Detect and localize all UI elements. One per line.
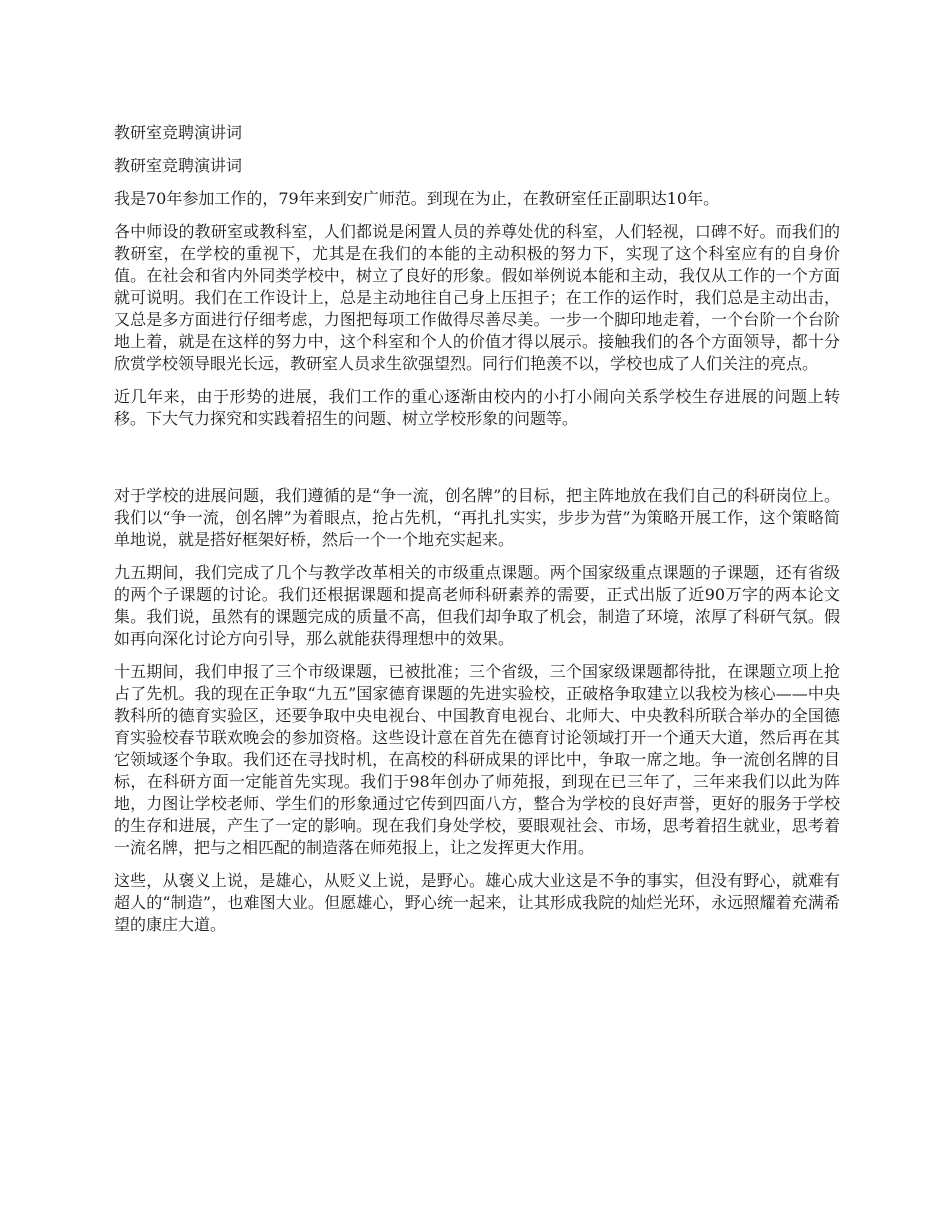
paragraph-office-value: 各中师设的教研室或教科室，人们都说是闲置人员的养尊处优的科室，人们轻视，口碑不好。而我们的教研室，在学校的重视下，尤其是在我们的本能的主动积极的努力下，实现了这个科室应有的自身价值。在社会和省内外同类学校中，树立了良好的形象。假如举例说本能和主动，我仅从工作的一个方面就可说明。我们在工作设计上，总是主动地往自己身上压担子；在工作的运作时，我们总是主动出击，又总是多方面进行仔细考虑，力图把每项工作做得尽善尽美。一步一个脚印地走着，一个台阶一个台阶地上着，就是在这样的努力中，这个科室和个人的价值才得以展示。接触我们的各个方面领导，都十分欣赏学校领导眼光长远，教研室人员求生欲强望烈。同行们艳羡不以，学校也成了人们关注的亮点。 (114, 222, 840, 373)
paragraph-recent-years: 近几年来，由于形势的进展，我们工作的重心逐渐由校内的小打小闹向关系学校生存进展的问题上转移。下大气力探究和实践着招生的问题、树立学校形象的问题等。 (114, 387, 840, 428)
document-title: 教研室竞聘演讲词 (114, 123, 243, 142)
paragraph-tenth-five-year: 十五期间，我们申报了三个市级课题，已被批准；三个省级，三个国家级课题都待批，在课题立项上抢占了先机。我的现在正争取“九五”国家德育课题的先进实验校，正破格争取建立以我校为核心——中央教科所的德育实验区，还要争取中央电视台、中国教育电视台、北师大、中央教科所联合举办的全国德育实验校春节联欢晚会的参加资格。这些设计意在首先在德育讨论领域打开一个通天大道，然后再在其它领域逐个争取。我们还在寻找时机，在高校的科研成果的评比中，争取一席之地。争一流创名牌的目标，在科研方面一定能首先实现。我们于98年创办了师苑报，到现在已三年了，三年来我们以此为阵地，力图让学校老师、学生们的形象通过它传到四面八方，整合为学校的良好声誉，更好的服务于学校的生存和进展，产生了一定的影响。现在我们身处学校，要眼观社会、市场，思考着招生就业，思考着一流名牌，把与之相匹配的制造落在师苑报上，让之发挥更大作用。 (114, 662, 840, 857)
document-subtitle: 教研室竞聘演讲词 (114, 156, 243, 175)
paragraph-intro: 我是70年参加工作的，79年来到安广师范。到现在为止，在教研室任正副职达10年。 (114, 189, 720, 208)
paragraph-development-goal: 对于学校的进展问题，我们遵循的是“争一流，创名牌”的目标，把主阵地放在我们自己的科研岗位上。我们以“争一流，创名牌”为着眼点，抢占先机，“再扎扎实实，步步为营”为策略开展工作，这个策略简单地说，就是搭好框架好桥，然后一个一个地充实起来。 (114, 486, 840, 549)
paragraph-ninth-five-year: 九五期间，我们完成了几个与教学改革相关的市级重点课题。两个国家级重点课题的子课题，还有省级的两个子课题的讨论。我们还根据课题和提高老师科研素养的需要，正式出版了近90万字的两本论文集。我们说，虽然有的课题完成的质量不高，但我们却争取了机会，制造了环境，浓厚了科研气氛。假如再向深化讨论方向引导，那么就能获得理想中的效果。 (114, 563, 840, 648)
paragraph-conclusion: 这些，从褒义上说，是雄心，从贬义上说，是野心。雄心成大业这是不争的事实，但没有野心，就难有超人的“制造”，也难图大业。但愿雄心，野心统一起来，让其形成我院的灿烂光环，永远照耀着充满希望的康庄大道。 (114, 871, 840, 934)
section-spacer (114, 441, 840, 485)
document-page (114, 122, 840, 947)
